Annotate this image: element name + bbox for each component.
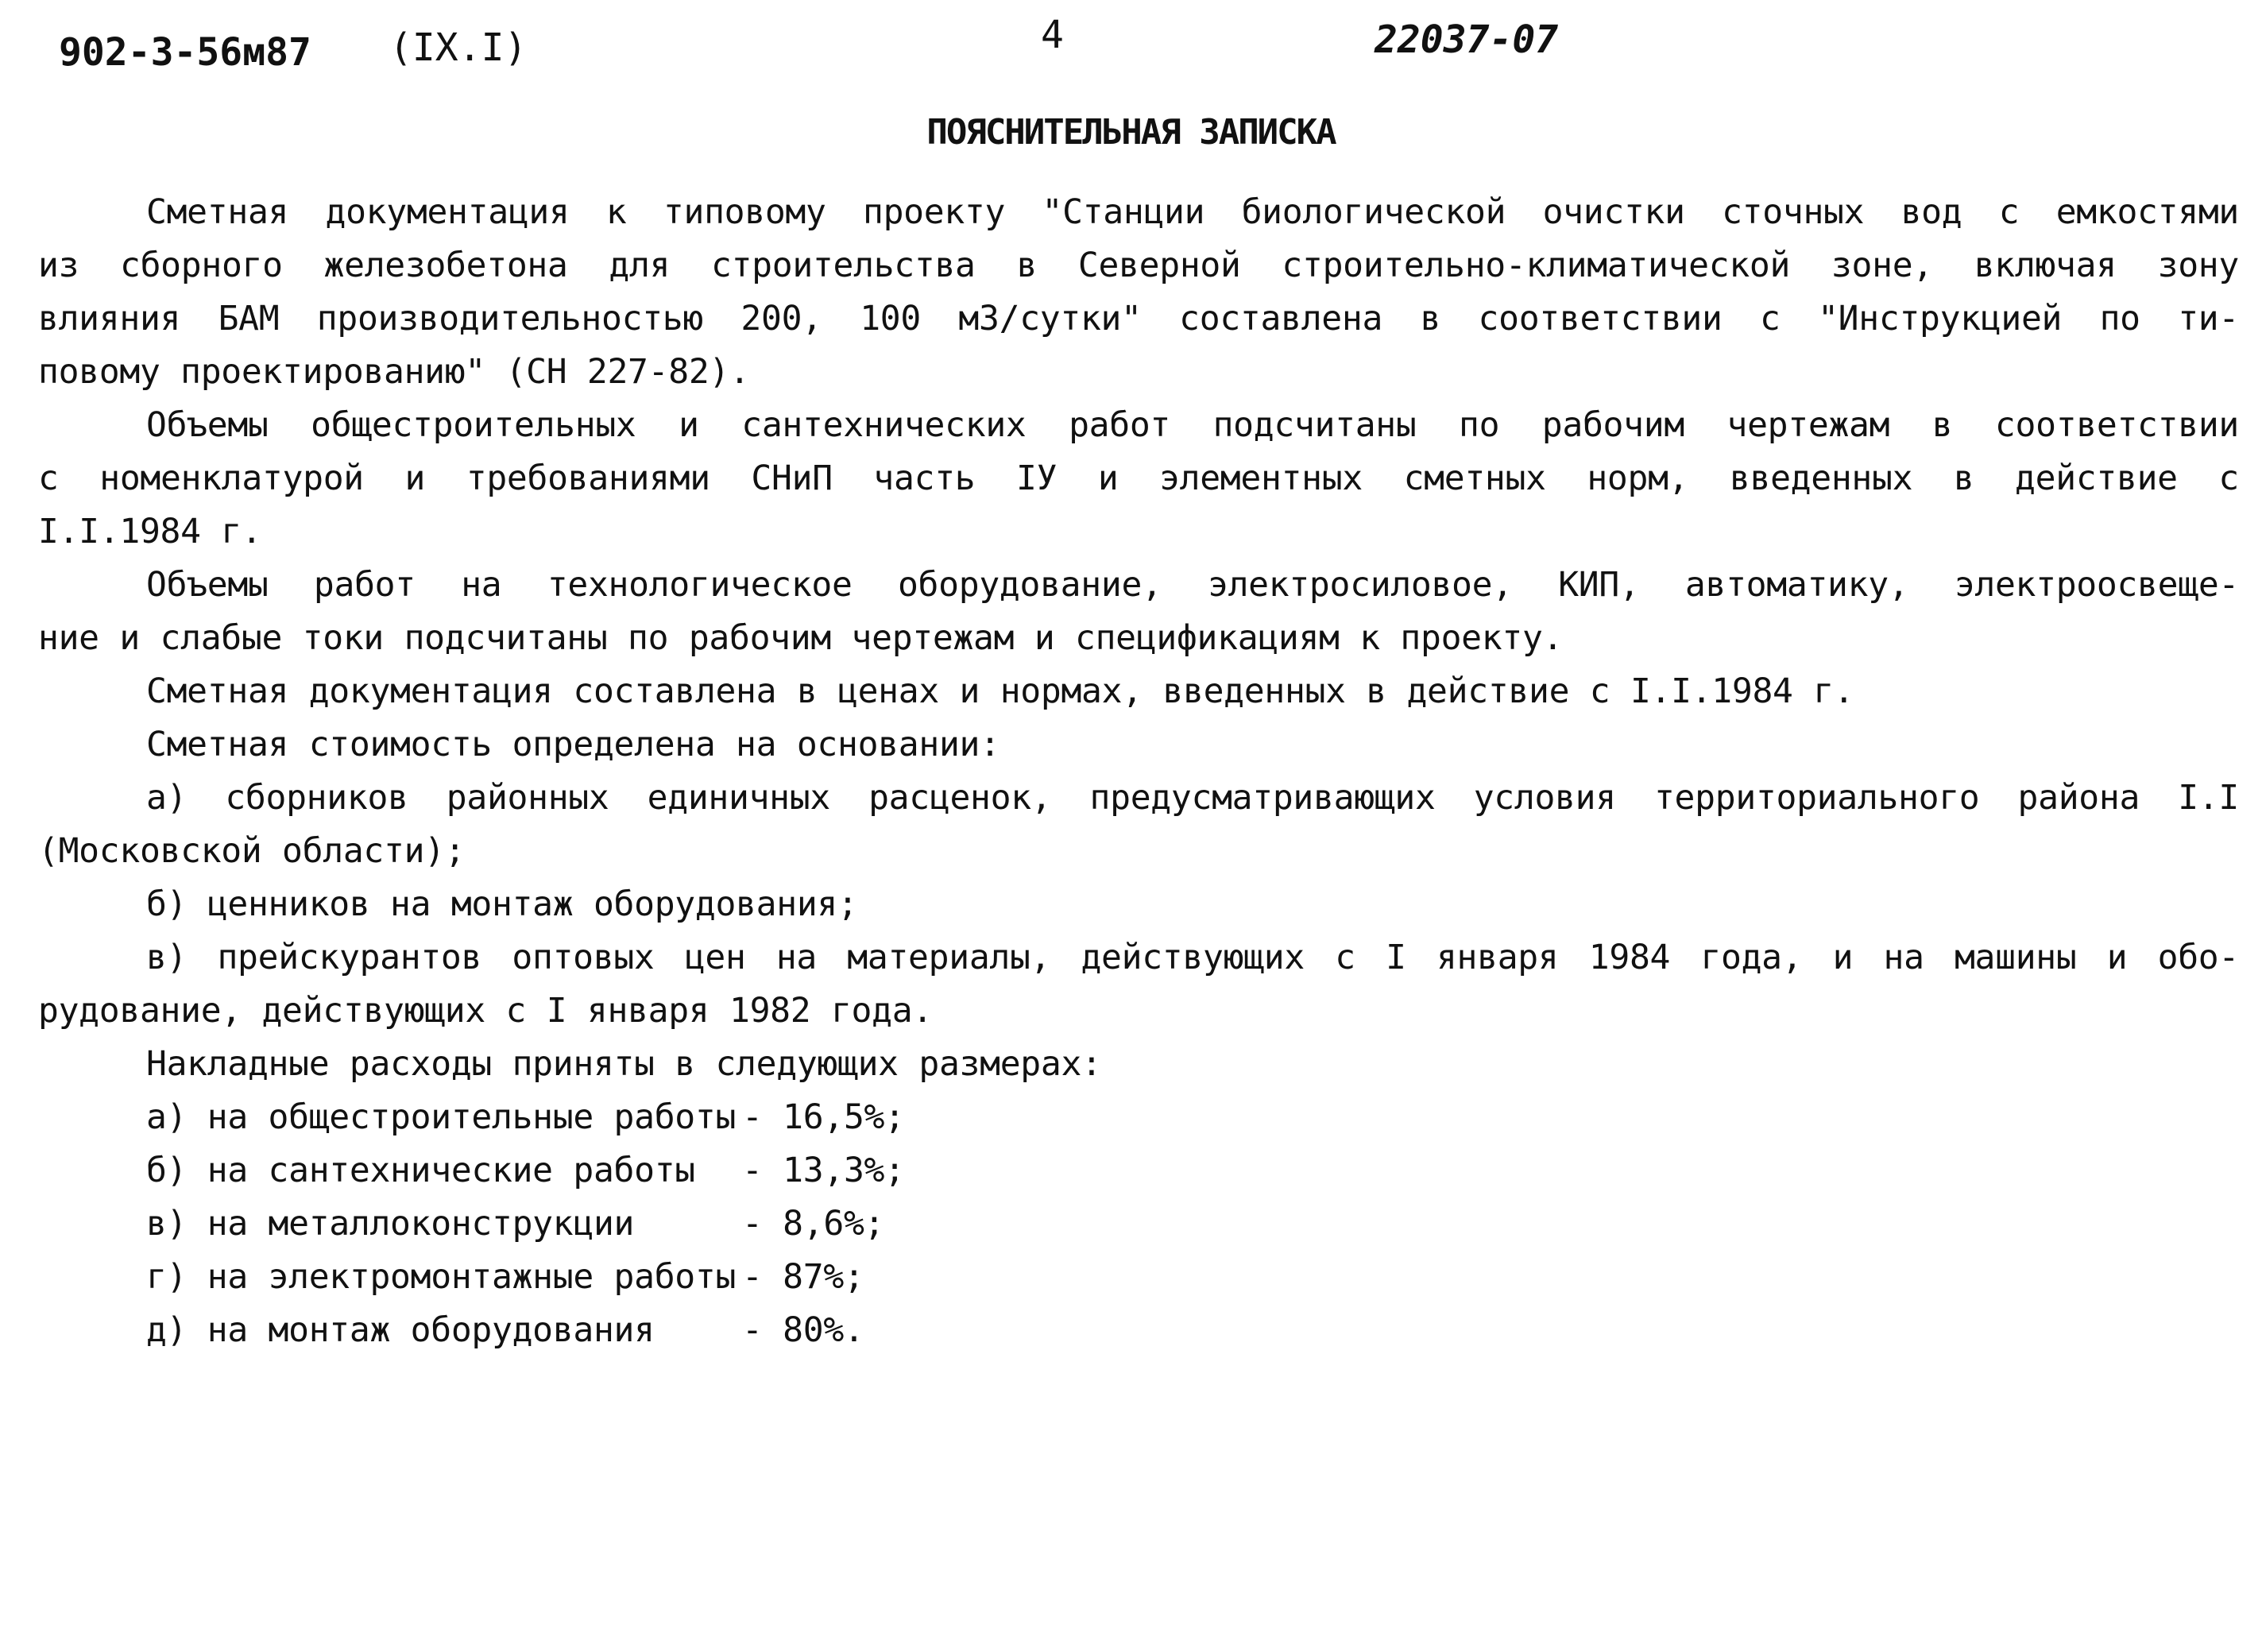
text-line: (Московской области);	[38, 831, 466, 871]
overhead-value: - 87%;	[742, 1257, 864, 1297]
document-code: 902-3-56м87	[59, 30, 311, 75]
overhead-label: в) на металлоконструкции	[146, 1204, 635, 1244]
text-line: рудование, действующих с I января 1982 года.	[38, 991, 933, 1031]
text-line: повому проектированию" (СН 227-82).	[38, 352, 750, 392]
text-line: б) ценников на монтаж оборудования;	[146, 884, 858, 924]
page-title: ПОЯСНИТЕЛЬНАЯ ЗАПИСКА	[926, 112, 1336, 153]
overhead-item	[38, 1251, 2239, 1304]
overhead-item	[38, 1304, 2239, 1357]
text-line: влияния БАМ производительностью 200, 100 м3/сутки" составлена в соответствии с "Инструкцией по ти-	[38, 299, 2239, 339]
text-line: Сметная документация к типовому проекту "Станции биологической очистки сточных вод с емкостями	[146, 192, 2239, 232]
overhead-label: д) на монтаж оборудования	[146, 1310, 655, 1350]
text-line: ние и слабые токи подсчитаны по рабочим чертежам и спецификациям к проекту.	[38, 618, 1564, 658]
overhead-label: б) на сантехнические работы	[146, 1151, 695, 1190]
text-line: с номенклатурой и требованиями СНиП часть IУ и элементных сметных норм, введенных в действие с	[38, 458, 2239, 498]
text-line: из сборного железобетона для строительства в Северной строительно-климатической зоне, включая зону	[38, 246, 2239, 285]
text-line: I.I.1984 г.	[38, 512, 262, 551]
overhead-value: - 80%.	[742, 1310, 864, 1350]
overhead-item	[38, 1144, 2239, 1197]
overhead-item	[38, 1197, 2239, 1251]
overhead-label: а) на общестроительные работы	[146, 1097, 737, 1137]
text-line: Объемы работ на технологическое оборудование, электросиловое, КИП, автоматику, электроосвеще-	[146, 565, 2239, 605]
text-line: Сметная документация составлена в ценах и нормах, введенных в действие с I.I.1984 г.	[146, 671, 1854, 711]
page-number: 4	[1041, 13, 1064, 57]
text-line: Сметная стоимость определена на основании:	[146, 725, 1000, 764]
text-line: в) прейскурантов оптовых цен на материалы, действующих с I января 1984 года, и на машины и обо-	[146, 938, 2239, 977]
text-line: Объемы общестроительных и сантехнических работ подсчитаны по рабочим чертежам в соответствии	[146, 405, 2239, 445]
inventory-number: 22037-07	[1375, 17, 1559, 62]
section-number: (IX.I)	[389, 25, 528, 70]
text-line: а) сборников районных единичных расценок, предусматривающих условия территориального района I.I	[146, 778, 2239, 818]
overhead-value: - 13,3%;	[742, 1151, 905, 1190]
overhead-item	[38, 1091, 2239, 1144]
overhead-label: г) на электромонтажные работы	[146, 1257, 737, 1297]
text-line: Накладные расходы приняты в следующих размерах:	[146, 1044, 1102, 1084]
explanatory-note-body	[38, 186, 2239, 1357]
overhead-value: - 16,5%;	[742, 1097, 905, 1137]
overhead-value: - 8,6%;	[742, 1204, 885, 1244]
